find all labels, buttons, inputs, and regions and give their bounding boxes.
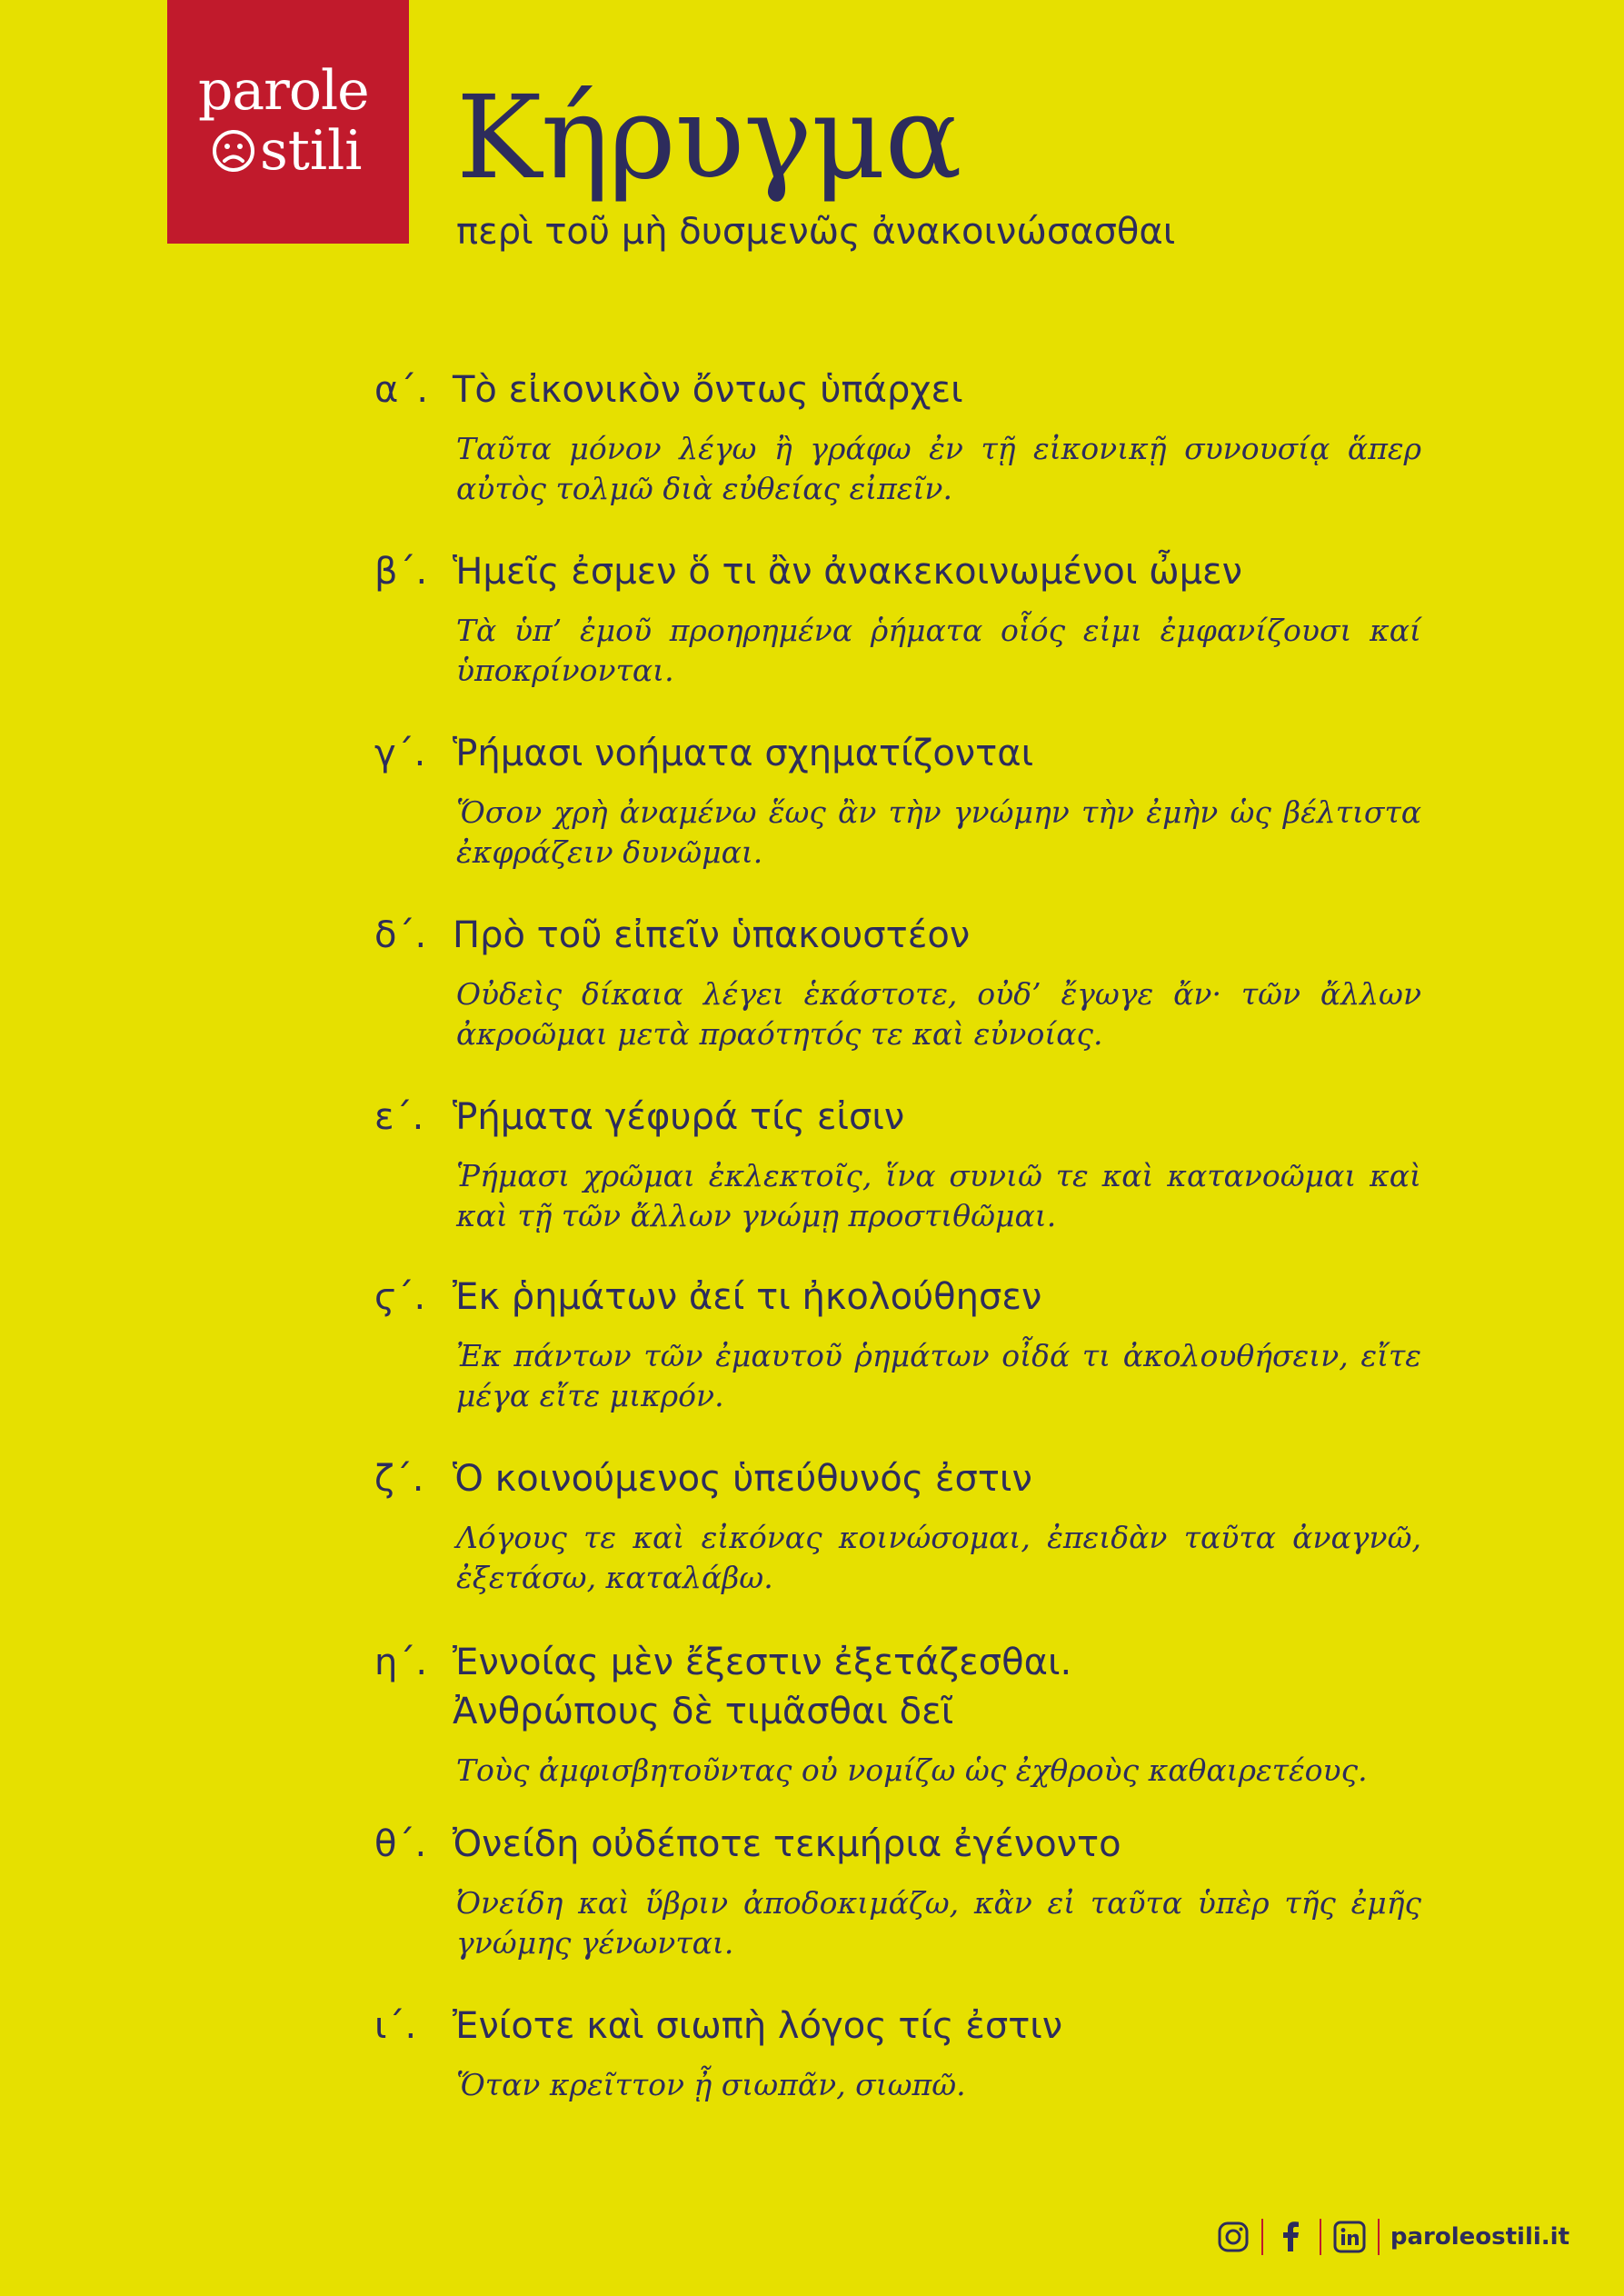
- item-body: Τὰ ὑπ’ ἐμοῦ προηρημένα ῥήματα οἷός εἰμι ἐμφανίζουσι καί ὑποκρίνονται.: [456, 613, 1421, 688]
- website-link[interactable]: paroleostili.it: [1390, 2223, 1569, 2251]
- logo: [167, 0, 409, 244]
- facebook-icon[interactable]: [1274, 2220, 1309, 2254]
- item-body: Οὐδεὶς δίκαια λέγει ἑκάστοτε, οὐδ’ ἔγωγε ἄν· τῶν ἄλλων ἀκροῶμαι μετὰ πραότητός τε καὶ εὐνοίας.: [456, 976, 1421, 1052]
- item-number: ι΄.: [374, 2005, 417, 2047]
- item-heading: Ὁ κοινούμενος ὑπεύθυνός ἐστιν: [453, 1458, 1032, 1500]
- item-number: δ΄.: [374, 914, 427, 956]
- item-body: Ἐκ πάντων τῶν ἐμαυτοῦ ῥημάτων οἶδά τι ἀκολουθήσειν, εἴτε μέγα εἴτε μικρόν.: [456, 1338, 1421, 1413]
- item-number: β΄.: [374, 551, 428, 593]
- item-number: θ΄.: [374, 1823, 427, 1865]
- item-number: η΄.: [374, 1642, 428, 1683]
- item-heading: Ῥήματα γέφυρά τίς εἰσιν: [453, 1096, 905, 1138]
- item-number: ϛ΄.: [374, 1276, 426, 1318]
- item-heading: Ἐννοίας μὲν ἔξεστιν ἐξετάζεσθαι. Ἀνθρώπους δὲ τιμᾶσθαι δεῖ: [453, 1642, 1072, 1732]
- footer: [1216, 2214, 1569, 2260]
- page-subtitle: περὶ τοῦ μὴ δυσμενῶς ἀνακοινώσασθαι: [456, 211, 1176, 253]
- logo-text-top: parole: [198, 59, 369, 123]
- item-heading: Ἐκ ῥημάτων ἀεί τι ἠκολούθησεν: [453, 1276, 1042, 1318]
- logo-text-bottom-row: [211, 119, 363, 183]
- item-body: Ῥήμασι χρῶμαι ἐκλεκτοῖς, ἵνα συνιῶ τε καὶ κατανοῶμαι καὶ καὶ τῇ τῶν ἄλλων γνώμῃ προστιθῶμαι.: [456, 1158, 1421, 1233]
- item-heading: Ῥήμασι νοήματα σχηματίζονται: [453, 733, 1034, 774]
- item-heading: Ἐνίοτε καὶ σιωπὴ λόγος τίς ἐστιν: [453, 2005, 1063, 2047]
- item-heading: Πρὸ τοῦ εἰπεῖν ὑπακουστέον: [453, 914, 971, 956]
- footer-divider: [1320, 2219, 1321, 2255]
- sad-face-icon: [211, 128, 256, 174]
- item-number: α΄.: [374, 369, 429, 411]
- item-body: Ταῦτα μόνον λέγω ἢ γράφω ἐν τῇ εἰκονικῇ συνουσίᾳ ἅπερ αὐτὸς τολμῶ διὰ εὐθείας εἰπεῖν.: [456, 431, 1421, 506]
- linkedin-icon[interactable]: [1332, 2220, 1367, 2254]
- item-heading: Ἡμεῖς ἐσμεν ὅ τι ἂν ἀνακεκοινωμένοι ὦμεν: [453, 551, 1243, 593]
- item-number: ζ΄.: [374, 1458, 424, 1500]
- item-body: Ὀνείδη καὶ ὕβριν ἀποδοκιμάζω, κἂν εἰ ταῦτα ὑπὲρ τῆς ἐμῆς γνώμης γένωνται.: [456, 1885, 1421, 1961]
- item-body: Τοὺς ἀμφισβητοῦντας οὐ νομίζω ὡς ἐχθροὺς καθαιρετέους.: [456, 1752, 1368, 1788]
- item-body: Λόγους τε καὶ εἰκόνας κοινώσομαι, ἐπειδὰν ταῦτα ἀναγνῶ, ἐξετάσω, καταλάβω.: [456, 1520, 1421, 1595]
- item-heading: Ὀνείδη οὐδέποτε τεκμήρια ἐγένοντο: [453, 1823, 1121, 1865]
- instagram-icon[interactable]: [1216, 2220, 1250, 2254]
- logo-text-bottom: stili: [260, 119, 363, 183]
- item-body: Ὅσον χρὴ ἀναμένω ἕως ἂν τὴν γνώμην τὴν ἐμὴν ὡς βέλτιστα ἐκφράζειν δυνῶμαι.: [456, 794, 1421, 870]
- item-number: ε΄.: [374, 1096, 424, 1138]
- item-body: Ὅταν κρεῖττον ᾖ σιωπᾶν, σιωπῶ.: [456, 2067, 966, 2102]
- footer-divider: [1378, 2219, 1380, 2255]
- item-heading: Τὸ εἰκονικὸν ὄντως ὑπάρχει: [453, 369, 963, 411]
- page-title: Κήρυγμα: [456, 71, 961, 205]
- footer-divider: [1261, 2219, 1263, 2255]
- item-number: γ΄.: [374, 733, 426, 774]
